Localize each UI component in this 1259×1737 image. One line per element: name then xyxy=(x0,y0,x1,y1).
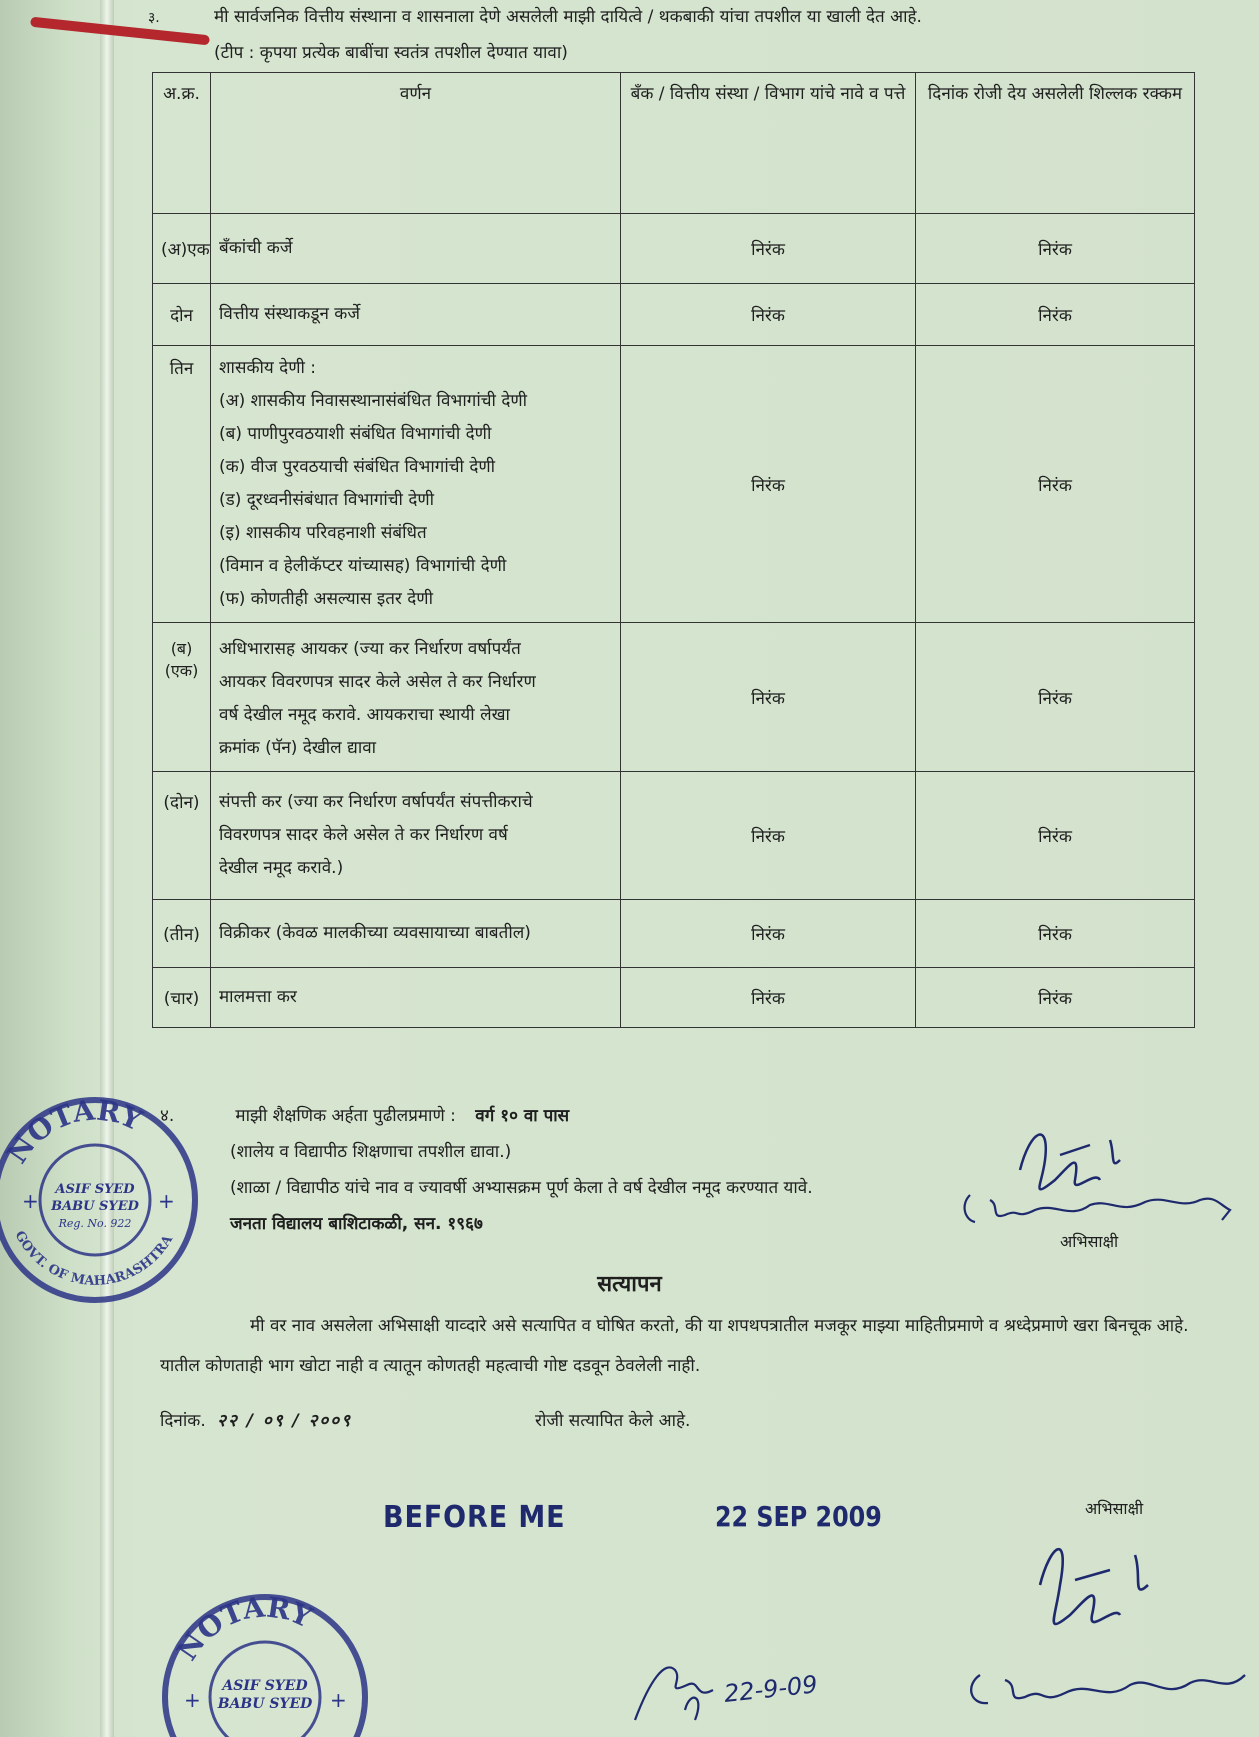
row-sr: (तीन) xyxy=(153,900,211,968)
row-bank: निरंक xyxy=(621,900,916,968)
row-description xyxy=(211,284,621,346)
description-line: संपत्ती कर (ज्या कर निर्धारण वर्षापर्यंत संपत्तीकराचे xyxy=(219,792,533,812)
row-bank: निरंक xyxy=(621,772,916,900)
description-line: वर्ष देखील नमूद करावे. आयकराचा स्थायी लेखा xyxy=(219,705,510,725)
table-row xyxy=(153,772,1195,900)
description-line: विवरणपत्र सादर केले असेल ते कर निर्धारण वर्ष xyxy=(219,825,508,845)
seal-name-1: ASIF SYED xyxy=(55,1182,135,1197)
seal-name-2: BABU SYED xyxy=(217,1696,313,1712)
row-bank: निरंक xyxy=(621,346,916,623)
row-sr: दोन xyxy=(153,284,211,346)
notary-seal-bottom xyxy=(150,1582,380,1737)
row-bank: निरंक xyxy=(621,623,916,772)
table-row xyxy=(153,900,1195,968)
education-section xyxy=(160,1098,813,1242)
header-amount: दिनांक रोजी देय असलेली शिल्लक रक्कम xyxy=(916,73,1195,214)
table-row xyxy=(153,968,1195,1028)
seal-plus-icon: + xyxy=(330,1688,347,1712)
notary-initials xyxy=(625,1640,885,1735)
education-label: माझी शैक्षणिक अर्हता पुढीलप्रमाणे : xyxy=(235,1106,456,1126)
row-description xyxy=(211,623,621,772)
deponent-label-bottom: अभिसाक्षी xyxy=(1085,1499,1144,1518)
item-number: ३. xyxy=(148,10,160,26)
row-description xyxy=(211,968,621,1028)
row-sr: तिन xyxy=(153,346,211,623)
row-description xyxy=(211,772,621,900)
description-line: आयकर विवरणपत्र सादर केले असेल ते कर निर्धारण xyxy=(219,672,536,692)
description-line: (ब) पाणीपुरवठयाशी संबंधित विभागांची देणी xyxy=(219,424,492,444)
seal-top-text: NOTARY xyxy=(0,1093,147,1170)
liabilities-note: (टीप : कृपया प्रत्येक बाबींचा स्वतंत्र तपशील देण्यात यावा) xyxy=(214,43,568,63)
description-line: मालमत्ता कर xyxy=(219,987,297,1007)
page-binding xyxy=(100,0,114,1737)
deponent-signature-1 xyxy=(960,1110,1250,1250)
seal-name-1: ASIF SYED xyxy=(222,1678,308,1694)
description-line: विक्रीकर (केवळ मालकीच्या व्यवसायाच्या बाबतील) xyxy=(219,923,531,943)
row-bank: निरंक xyxy=(621,968,916,1028)
date-label: दिनांक. xyxy=(160,1411,206,1431)
initials-date: 22-9-09 xyxy=(722,1670,819,1708)
deponent-signature-2 xyxy=(960,1525,1255,1725)
row-sr: (अ)एक xyxy=(153,214,211,284)
deponent-label-top: अभिसाक्षी xyxy=(1060,1232,1119,1251)
date-value: २२ / ०९ / २००९ xyxy=(217,1411,352,1431)
date-stamp: 22 SEP 2009 xyxy=(715,1500,882,1533)
description-line: अधिभारासह आयकर (ज्या कर निर्धारण वर्षापर्यंत xyxy=(219,639,521,659)
header-bank: बँक / वित्तीय संस्था / विभाग यांचे नावे व पत्ते xyxy=(621,73,916,214)
seal-name-2: BABU SYED xyxy=(51,1199,139,1214)
row-amount: निरंक xyxy=(916,346,1195,623)
verification-title: सत्यापन xyxy=(597,1272,662,1297)
row-description xyxy=(211,214,621,284)
education-school: जनता विद्यालय बाशिटाकळी, सन. १९६७ xyxy=(230,1214,483,1234)
description-line: (अ) शासकीय निवासस्थानासंबंधित विभागांची देणी xyxy=(219,391,528,411)
row-amount: निरंक xyxy=(916,968,1195,1028)
liabilities-intro: मी सार्वजनिक वित्तीय संस्थाना व शासनाला देणे असलेली माझी दायित्वे / थकबाकी यांचा तपशील या खाली देत आहे. xyxy=(214,7,922,27)
row-amount: निरंक xyxy=(916,623,1195,772)
description-line: (इ) शासकीय परिवहनाशी संबंधित xyxy=(219,523,427,543)
row-amount: निरंक xyxy=(916,214,1195,284)
description-line: (फ) कोणतीही असल्यास इतर देणी xyxy=(219,589,433,609)
row-amount: निरंक xyxy=(916,900,1195,968)
seal-plus-icon: + xyxy=(22,1189,39,1213)
table-row xyxy=(153,346,1195,623)
row-amount: निरंक xyxy=(916,284,1195,346)
row-sr: (ब)(एक) xyxy=(153,623,211,772)
education-line xyxy=(160,1098,813,1134)
description-line: देखील नमूद करावे.) xyxy=(219,858,344,878)
seal-bottom-text: GOVT. OF MAHARASHTRA xyxy=(11,1228,177,1289)
education-note-1: (शालेय व विद्यापीठ शिक्षणाचा तपशील द्यावा.) xyxy=(230,1142,512,1162)
row-sr: (चार) xyxy=(153,968,211,1028)
verified-at-text: रोजी सत्यापित केले आहे. xyxy=(535,1411,691,1431)
row-description xyxy=(211,900,621,968)
table-row xyxy=(153,214,1195,284)
row-bank: निरंक xyxy=(621,284,916,346)
seal-top-text: NOTARY xyxy=(170,1590,317,1667)
seal-reg: Reg. No. 922 xyxy=(58,1217,132,1230)
table-header-row xyxy=(153,73,1195,214)
row-description xyxy=(211,346,621,623)
description-line: (विमान व हेलीकॅप्टर यांच्यासह) विभागांची देणी xyxy=(219,556,507,576)
description-line: बँकांची कर्जे xyxy=(219,238,293,258)
description-line: (क) वीज पुरवठयाची संबंधित विभागांची देणी xyxy=(219,457,496,477)
description-line: वित्तीय संस्थाकडून कर्जे xyxy=(219,304,360,324)
table-row xyxy=(153,623,1195,772)
verification-date xyxy=(160,1408,352,1431)
education-value: वर्ग १० वा पास xyxy=(475,1106,570,1126)
header-sr: अ.क्र. xyxy=(153,73,211,214)
row-amount: निरंक xyxy=(916,772,1195,900)
header-description: वर्णन xyxy=(211,73,621,214)
description-line: शासकीय देणी : xyxy=(219,358,317,378)
description-line: क्रमांक (पॅन) देखील द्यावा xyxy=(219,738,377,758)
table-row xyxy=(153,284,1195,346)
seal-plus-icon: + xyxy=(184,1688,201,1712)
row-bank: निरंक xyxy=(621,214,916,284)
row-sr: (दोन) xyxy=(153,772,211,900)
education-note-2: (शाळा / विद्यापीठ यांचे नाव व ज्यावर्षी अभ्यासक्रम पूर्ण केला ते वर्ष देखील नमूद करण्यात यावे. xyxy=(230,1178,813,1198)
verification-text: मी वर नाव असलेला अभिसाक्षी याव्दारे असे सत्यापित व घोषित करतो, की या शपथपत्रातील मजकूर माझ्या माहितीप्रमाणे व श्रध्देप्रमाणे खरा बिनचूक आहे. यातील कोणताही भाग खोटा नाही व त्यातून कोणतही महत्वाची गोष्ट दडवून ठेवलेली नाही. xyxy=(160,1316,1189,1376)
education-number: ४. xyxy=(160,1106,175,1126)
seal-plus-icon: + xyxy=(158,1189,175,1213)
description-line: (ड) दूरध्वनीसंबंधात विभागांची देणी xyxy=(219,490,435,510)
liabilities-table xyxy=(152,72,1195,1028)
before-me-stamp: BEFORE ME xyxy=(383,1500,566,1535)
